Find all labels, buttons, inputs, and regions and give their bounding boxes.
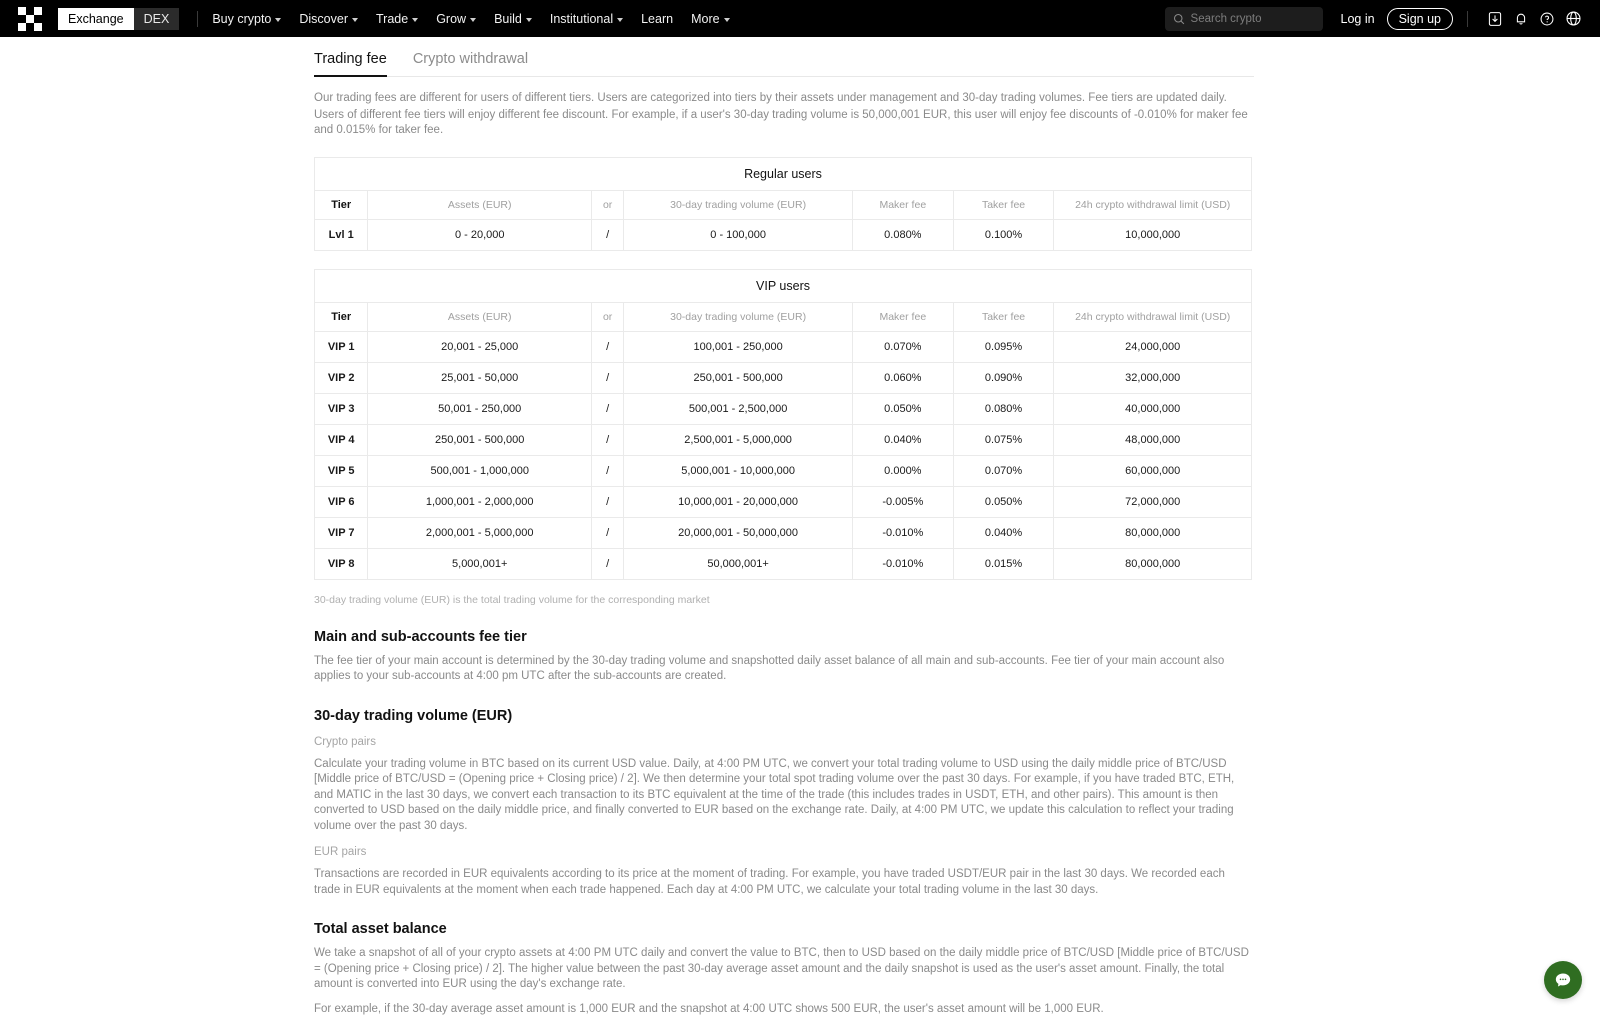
top-navigation-bar (0, 0, 1600, 37)
nav-item-discover[interactable] (299, 12, 358, 26)
volume-cell: 2,500,001 - 5,000,000 (624, 424, 853, 455)
search-box[interactable] (1165, 7, 1323, 31)
volume-cell: 500,001 - 2,500,000 (624, 393, 853, 424)
chevron-down-icon (526, 18, 532, 22)
nav-item-institutional[interactable] (550, 12, 623, 26)
or-cell: / (592, 424, 624, 455)
or-cell: / (592, 393, 624, 424)
taker-fee-cell: 0.090% (953, 362, 1054, 393)
nav-label: Learn (641, 12, 673, 26)
volume-cell: 100,001 - 250,000 (624, 331, 853, 362)
subheading-eur-pairs: EUR pairs (314, 846, 1254, 858)
taker-fee-cell: 0.015% (953, 548, 1054, 579)
chat-support-button[interactable] (1544, 961, 1582, 999)
assets-cell: 500,001 - 1,000,000 (368, 455, 592, 486)
table-caption-row (315, 269, 1252, 302)
or-cell: / (592, 486, 624, 517)
vip-users-table (314, 269, 1252, 580)
withdrawal-limit-cell: 80,000,000 (1054, 548, 1252, 579)
nav-item-more[interactable] (691, 12, 729, 26)
section-body-crypto-pairs: Calculate your trading volume in BTC based on its current USD value. Daily, at 4:00 PM UTC, we convert your total trading volume to USD using the daily middle price of BTC/USD [Middle price of BTC/USD = (Opening price + Closing price) / 2]. We then determine your total spot trading volume over the past 30 days. For example, if you have traded BTC, ETH, and MATIC in the last 30 days, we convert each transaction to its BTC equivalent at the time of the trade (this includes trades in USDT, ETH, and other pairs). This amount is then converted to USD based on the daily middle price, and finally converted to EUR based on the exchange rate. Daily, at 4:00 PM UTC, we update this calculation to reflect your trading volume over the past 30 days. (314, 757, 1254, 835)
maker-fee-cell: 0.060% (852, 362, 953, 393)
nav-item-build[interactable] (494, 12, 532, 26)
table-header-row (315, 190, 1252, 219)
assets-cell: 1,000,001 - 2,000,000 (368, 486, 592, 517)
withdrawal-limit-cell: 24,000,000 (1054, 331, 1252, 362)
maker-fee-cell: 0.000% (852, 455, 953, 486)
section-heading-30-day-volume: 30-day trading volume (EUR) (314, 708, 1254, 724)
or-cell: / (592, 548, 624, 579)
maker-fee-cell: -0.005% (852, 486, 953, 517)
volume-cell: 50,000,001+ (624, 548, 853, 579)
col-header-limit: 24h crypto withdrawal limit (USD) (1054, 302, 1252, 331)
volume-cell: 5,000,001 - 10,000,000 (624, 455, 853, 486)
withdrawal-limit-cell: 72,000,000 (1054, 486, 1252, 517)
col-header-assets: Assets (EUR) (368, 302, 592, 331)
section-heading-total-asset-balance: Total asset balance (314, 921, 1254, 937)
withdrawal-limit-cell: 40,000,000 (1054, 393, 1252, 424)
assets-cell: 250,001 - 500,000 (368, 424, 592, 455)
maker-fee-cell: 0.070% (852, 331, 953, 362)
search-input[interactable] (1191, 13, 1315, 25)
nav-label: Build (494, 12, 522, 26)
col-header-volume: 30-day trading volume (EUR) (624, 302, 853, 331)
chevron-down-icon (275, 18, 281, 22)
or-cell: / (592, 219, 624, 250)
exchange-option[interactable]: Exchange (58, 8, 134, 30)
section-body-eur-pairs: Transactions are recorded in EUR equivalents according to its price at the moment of trading. For example, you have traded USDT/EUR pair in the last 30 days. We recorded each trade in EUR equivalents at the moment when each trade happened. Each day at 4:00 PM UTC, we calculate your total trading volume in the last 30 days. (314, 867, 1254, 898)
okx-logo-icon[interactable] (18, 7, 42, 31)
maker-fee-cell: 0.040% (852, 424, 953, 455)
col-header-volume: 30-day trading volume (EUR) (624, 190, 853, 219)
notifications-button[interactable] (1508, 11, 1534, 27)
maker-fee-cell: 0.050% (852, 393, 953, 424)
withdrawal-limit-cell: 60,000,000 (1054, 455, 1252, 486)
assets-cell: 50,001 - 250,000 (368, 393, 592, 424)
taker-fee-cell: 0.100% (953, 219, 1054, 250)
section-body-total-asset-balance-continued: For example, if the 30-day average asset amount is 1,000 EUR and the snapshot at 4:00 UTC shows 500 EUR, the user's asset amount will be 1,000 EUR. (314, 1002, 1254, 1017)
tier-cell: VIP 8 (315, 548, 368, 579)
bell-icon (1513, 11, 1529, 27)
assets-cell: 5,000,001+ (368, 548, 592, 579)
chat-bubble-icon (1553, 970, 1573, 990)
withdrawal-limit-cell: 10,000,000 (1054, 219, 1252, 250)
table-row (315, 548, 1252, 579)
col-header-taker: Taker fee (953, 190, 1054, 219)
table-row (315, 486, 1252, 517)
chevron-down-icon (470, 18, 476, 22)
section-body-total-asset-balance: We take a snapshot of all of your crypto assets at 4:00 PM UTC daily and convert the value to BTC, then to USD based on the daily middle price of BTC/USD [Middle price of BTC/USD = (Opening price + Closing price) / 2]. The higher value between the past 30-day average asset amount and the daily snapshot is used as the user's asset amount. Finally, the total amount is converted into EUR using the day's exchange rate. (314, 946, 1254, 993)
tab-trading-fee[interactable]: Trading fee (314, 45, 387, 76)
col-header-tier: Tier (315, 302, 368, 331)
page-body (0, 45, 1600, 1017)
tier-cell: VIP 7 (315, 517, 368, 548)
col-header-taker: Taker fee (953, 302, 1054, 331)
table-caption-row (315, 157, 1252, 190)
nav-label: Institutional (550, 12, 613, 26)
withdrawal-limit-cell: 48,000,000 (1054, 424, 1252, 455)
taker-fee-cell: 0.070% (953, 455, 1054, 486)
download-icon (1487, 11, 1503, 27)
nav-divider-right (1467, 11, 1468, 27)
tier-cell: VIP 2 (315, 362, 368, 393)
table-row (315, 393, 1252, 424)
nav-label: Discover (299, 12, 348, 26)
content-column (314, 45, 1254, 1017)
table-row (315, 424, 1252, 455)
maker-fee-cell: -0.010% (852, 517, 953, 548)
nav-item-buy-crypto[interactable] (212, 12, 281, 26)
table-row (315, 517, 1252, 548)
tab-crypto-withdrawal[interactable]: Crypto withdrawal (413, 45, 528, 76)
chevron-down-icon (617, 18, 623, 22)
nav-item-grow[interactable] (436, 12, 476, 26)
assets-cell: 2,000,001 - 5,000,000 (368, 517, 592, 548)
nav-label: Grow (436, 12, 466, 26)
col-header-or: or (592, 190, 624, 219)
intro-line-1: Our trading fees are different for users of different tiers. Users are categorized into tiers by their assets under management and 30-day trading volumes. Fee tiers are updated daily. (314, 91, 1254, 107)
nav-divider (197, 11, 198, 27)
section-heading-main-sub-accounts: Main and sub-accounts fee tier (314, 629, 1254, 645)
tier-cell: VIP 3 (315, 393, 368, 424)
volume-cell: 10,000,001 - 20,000,000 (624, 486, 853, 517)
chevron-down-icon (724, 18, 730, 22)
table-row (315, 362, 1252, 393)
nav-item-learn[interactable] (641, 12, 673, 26)
volume-cell: 250,001 - 500,000 (624, 362, 853, 393)
chevron-down-icon (412, 18, 418, 22)
taker-fee-cell: 0.050% (953, 486, 1054, 517)
col-header-assets: Assets (EUR) (368, 190, 592, 219)
assets-cell: 20,001 - 25,000 (368, 331, 592, 362)
nav-label: Trade (376, 12, 408, 26)
taker-fee-cell: 0.040% (953, 517, 1054, 548)
taker-fee-cell: 0.080% (953, 393, 1054, 424)
or-cell: / (592, 455, 624, 486)
table-row (315, 219, 1252, 250)
col-header-maker: Maker fee (852, 190, 953, 219)
col-header-or: or (592, 302, 624, 331)
col-header-tier: Tier (315, 190, 368, 219)
help-icon (1539, 11, 1555, 27)
fee-tabs (314, 45, 1254, 77)
tier-cell: VIP 1 (315, 331, 368, 362)
maker-fee-cell: 0.080% (852, 219, 953, 250)
signup-button[interactable]: Sign up (1387, 8, 1453, 30)
col-header-maker: Maker fee (852, 302, 953, 331)
nav-item-trade[interactable] (376, 12, 418, 26)
intro-line-2: Users of different fee tiers will enjoy different fee discount. For example, if a user's 30-day trading volume is 50,000,001 EUR, this user will enjoy fee discounts of -0.010% for maker fee and 0.015% for taker fee. (314, 108, 1254, 139)
volume-cell: 20,000,001 - 50,000,000 (624, 517, 853, 548)
or-cell: / (592, 362, 624, 393)
tier-cell: VIP 6 (315, 486, 368, 517)
globe-icon (1565, 10, 1582, 27)
vip-users-caption: VIP users (315, 269, 1252, 302)
withdrawal-limit-cell: 80,000,000 (1054, 517, 1252, 548)
nav-label: Buy crypto (212, 12, 271, 26)
volume-cell: 0 - 100,000 (624, 219, 853, 250)
taker-fee-cell: 0.075% (953, 424, 1054, 455)
regular-users-caption: Regular users (315, 157, 1252, 190)
help-button[interactable] (1534, 11, 1560, 27)
withdrawal-limit-cell: 32,000,000 (1054, 362, 1252, 393)
maker-fee-cell: -0.010% (852, 548, 953, 579)
main-nav-items (212, 12, 729, 26)
table-header-row (315, 302, 1252, 331)
assets-cell: 0 - 20,000 (368, 219, 592, 250)
tier-cell: VIP 5 (315, 455, 368, 486)
download-app-button[interactable] (1482, 11, 1508, 27)
col-header-limit: 24h crypto withdrawal limit (USD) (1054, 190, 1252, 219)
tier-cell: Lvl 1 (315, 219, 368, 250)
language-button[interactable] (1560, 10, 1586, 27)
table-footnote: 30-day trading volume (EUR) is the total trading volume for the corresponding market (314, 594, 1254, 606)
nav-right-group (1165, 7, 1586, 31)
tier-cell: VIP 4 (315, 424, 368, 455)
nav-label: More (691, 12, 719, 26)
taker-fee-cell: 0.095% (953, 331, 1054, 362)
table-row (315, 455, 1252, 486)
assets-cell: 25,001 - 50,000 (368, 362, 592, 393)
dex-option[interactable]: DEX (134, 8, 180, 30)
intro-text (314, 91, 1254, 139)
section-body-main-sub-accounts: The fee tier of your main account is determined by the 30-day trading volume and snapshotted daily asset balance of all main and sub-accounts. Fee tier of your main account also applies to your sub-accounts at 4:00 pm UTC after the sub-accounts are created. (314, 654, 1254, 685)
or-cell: / (592, 331, 624, 362)
table-row (315, 331, 1252, 362)
or-cell: / (592, 517, 624, 548)
search-icon (1173, 13, 1185, 25)
login-button[interactable]: Log in (1341, 12, 1375, 26)
exchange-dex-switch[interactable] (58, 8, 179, 30)
regular-users-table (314, 157, 1252, 251)
subheading-crypto-pairs: Crypto pairs (314, 736, 1254, 748)
chevron-down-icon (352, 18, 358, 22)
